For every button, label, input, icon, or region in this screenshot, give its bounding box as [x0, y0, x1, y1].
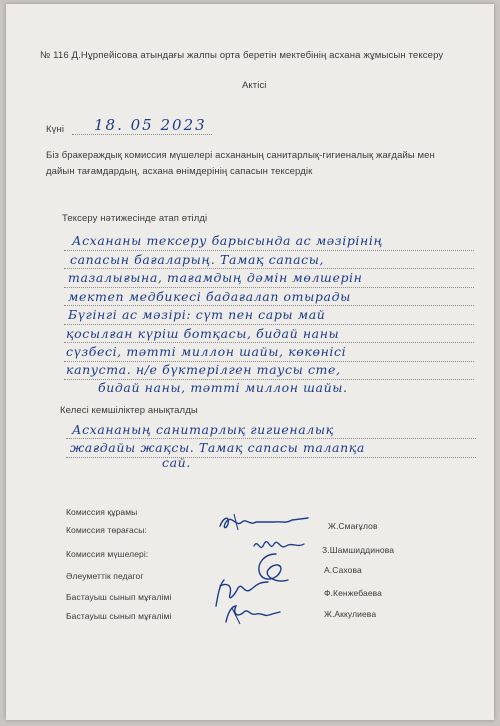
findings-rule-6 — [64, 342, 474, 343]
commission-title: Комиссия құрамы — [66, 507, 138, 517]
findings-rule-1 — [64, 250, 474, 251]
document-subtitle: Актісі — [242, 80, 267, 91]
date-value: 18. 05 2023 — [94, 116, 207, 134]
date-label: Күні — [46, 124, 65, 135]
member-name: Ф.Кенжебаева — [324, 588, 382, 598]
findings-rule-2 — [64, 268, 474, 269]
member-role: Әлеуметтік педагог — [66, 571, 144, 581]
findings-line: сүзбесі, тәтті миллон шайы, көкөнісі — [66, 344, 347, 359]
member-name: Ж.Аккулиева — [324, 609, 377, 619]
member-name: А.Сахова — [324, 565, 362, 575]
conclusions-rule-2 — [66, 457, 476, 458]
conclusions-line: Асхананың санитарлық гигиеналық — [72, 422, 334, 437]
intro-line-2: дайын тағамдардың, асхана өнімдерінің сапасын тексердік — [46, 166, 313, 177]
findings-line: қосылған күріш ботқасы, бидай наны — [66, 326, 340, 341]
findings-line: сапасын бағаларың. Тамақ сапасы, — [70, 252, 325, 267]
conclusions-line: сай. — [162, 455, 191, 470]
conclusions-label: Келесі кемшіліктер анықталды — [60, 405, 198, 416]
member-role: Комиссия мүшелері: — [66, 549, 149, 559]
signature-teacher-2 — [220, 600, 284, 628]
member-name: З.Шамшиддинова — [322, 545, 395, 555]
intro-line-1: Біз бракераждық комиссия мүшелері асхананың санитарлық-гигиеналық жағдайы мен — [46, 150, 435, 161]
member-role: Комиссия төрағасы: — [66, 525, 147, 535]
member-name: Ж.Смағұлов — [328, 521, 378, 531]
findings-line: Бүгінгі ас мәзірі: сүт пен сары май — [68, 307, 326, 322]
findings-line: Асхананы тексеру барысында ас мәзірінің — [72, 233, 383, 248]
conclusions-line: жағдайы жақсы. Тамақ сапасы талапқа — [70, 440, 365, 455]
findings-line: тазалығына, тағамдың дәмін мөлшерін — [68, 270, 363, 285]
member-role: Бастауыш сынып мұғалімі — [66, 592, 172, 602]
findings-rule-4 — [64, 305, 474, 306]
findings-line: бидай наны, тәтті миллон шайы. — [98, 380, 348, 395]
date-underline — [72, 134, 212, 135]
findings-line: мектеп медбикесі бадағалап отырады — [68, 289, 351, 304]
findings-rule-3 — [64, 287, 474, 288]
findings-label: Тексеру нәтижесінде атап өтілді — [62, 213, 208, 224]
findings-rule-5 — [64, 324, 474, 325]
member-role: Бастауыш сынып мұғалімі — [66, 611, 172, 621]
conclusions-rule-1 — [66, 438, 476, 439]
act-document-sheet — [6, 4, 494, 720]
document-title: № 116 Д.Нұрпейісова атындағы жалпы орта беретін мектебінің асхана жұмысын тексеру — [40, 50, 444, 61]
findings-line: капуста. н/е бүктерілген таусы сте, — [66, 362, 341, 377]
